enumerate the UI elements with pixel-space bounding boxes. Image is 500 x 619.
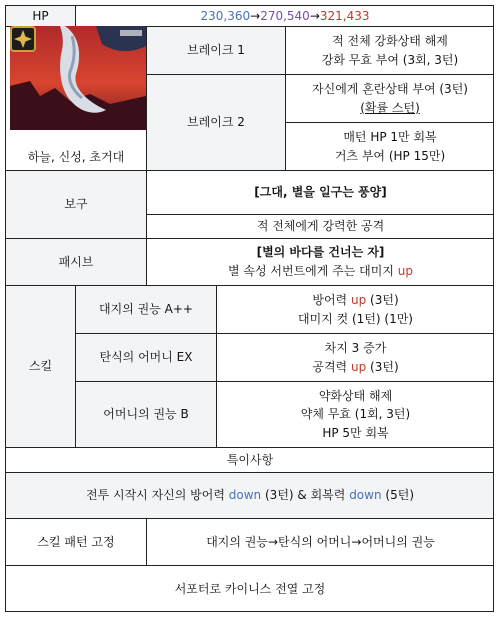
hp-value-2: 270,540 bbox=[260, 8, 310, 23]
special-header: 특이사항 bbox=[226, 452, 274, 467]
skill2-effect-1: 차지 3 증가 bbox=[324, 340, 387, 355]
skill2-effect-2-text: 공격력 bbox=[312, 359, 348, 374]
break1-label: 브레이크 1 bbox=[187, 43, 245, 58]
break2-label: 브레이크 2 bbox=[187, 115, 245, 130]
passive-name: [별의 바다를 건너는 자] bbox=[256, 245, 385, 260]
special-content-cell bbox=[5, 472, 494, 518]
skill2-effect-2-up: up bbox=[350, 359, 367, 374]
skill3-effect-2: 약체 무효 (1회, 3턴) bbox=[300, 407, 411, 422]
skill2-effect-2-duration: (3턴) bbox=[370, 359, 399, 374]
passive-label: 패시브 bbox=[58, 254, 94, 269]
break2-label-cell bbox=[146, 74, 285, 170]
skill1-effect-1 bbox=[312, 291, 398, 310]
hp-value-3: 321,433 bbox=[319, 8, 370, 23]
skill3-name-cell bbox=[75, 381, 216, 447]
break2-effect-2: (확률 스턴) bbox=[360, 100, 420, 115]
passive-effect-text: 별 속성 서번트에게 주는 대미지 bbox=[227, 264, 394, 278]
break2-effects-cell-b bbox=[285, 122, 494, 170]
np-label: 보구 bbox=[64, 197, 88, 212]
special-down-1: down bbox=[228, 488, 262, 503]
hp-arrow-1: → bbox=[250, 8, 261, 23]
skill2-name-cell bbox=[75, 333, 216, 381]
pattern-label-cell bbox=[5, 518, 146, 565]
special-text-e: (5턴) bbox=[385, 488, 414, 503]
hp-values-cell bbox=[75, 5, 494, 26]
skill1-effect-1-duration: (3턴) bbox=[370, 292, 399, 307]
np-effect-cell bbox=[146, 214, 494, 238]
break2-effect-1: 자신에게 혼란상태 부여 (3턴) bbox=[312, 81, 468, 96]
table-border-right bbox=[493, 5, 494, 612]
np-effect: 적 전체에게 강력한 공격 bbox=[256, 219, 385, 234]
skill3-effect-1: 약화상태 해제 bbox=[318, 388, 393, 403]
skills-label: 스킬 bbox=[28, 359, 53, 374]
special-header-cell bbox=[5, 447, 494, 472]
skill1-name-cell bbox=[75, 285, 216, 333]
skill1-effect-2: 대미지 컷 (1턴) (1만) bbox=[298, 311, 413, 326]
passive-effect bbox=[228, 262, 413, 281]
support-text: 서포터로 카이니스 전열 고정 bbox=[174, 581, 326, 596]
skill2-name: 탄식의 어머니 EX bbox=[99, 350, 193, 365]
skill1-effect-1-up: up bbox=[350, 292, 367, 307]
skill1-effects-cell bbox=[216, 285, 494, 333]
hp-label: HP bbox=[32, 8, 49, 23]
skill1-name: 대지의 권능 A++ bbox=[99, 302, 193, 317]
skill3-effect-3: HP 5만 회복 bbox=[322, 425, 389, 440]
passive-cell bbox=[146, 238, 494, 285]
skill1-effect-1-text: 방어력 bbox=[312, 292, 348, 307]
break2-effect-4: 거츠 부여 (HP 15만) bbox=[334, 148, 446, 163]
support-cell bbox=[5, 565, 494, 612]
special-down-2: down bbox=[349, 488, 382, 503]
hp-label-cell bbox=[5, 5, 75, 26]
hp-value-1: 230,360 bbox=[200, 8, 251, 23]
passive-label-cell bbox=[5, 238, 146, 285]
break1-effect-2: 강화 무효 부여 (3회, 3턴) bbox=[321, 52, 459, 67]
pattern-label: 스킬 패턴 고정 bbox=[37, 534, 115, 549]
skills-label-cell bbox=[5, 285, 75, 447]
skill3-name: 어머니의 권능 B bbox=[103, 407, 189, 422]
skill3-effects-cell bbox=[216, 381, 494, 447]
special-text-a: 전투 시작시 자신의 방어력 bbox=[85, 488, 225, 503]
skill2-effect-2 bbox=[312, 358, 398, 377]
special-text-c: (3턴) & 회복력 bbox=[265, 488, 346, 503]
break2-effect-3: 매턴 HP 1만 회복 bbox=[343, 129, 437, 144]
hp-arrow-2: → bbox=[309, 8, 320, 23]
break1-effect-1: 적 전체 강화상태 해제 bbox=[332, 33, 448, 48]
skill2-effects-cell bbox=[216, 333, 494, 381]
break1-effects-cell bbox=[285, 26, 494, 74]
np-name-cell bbox=[146, 170, 494, 214]
pattern-value-cell bbox=[146, 518, 494, 565]
break1-label-cell bbox=[146, 26, 285, 74]
special-content bbox=[86, 486, 414, 505]
pattern-value: 대지의 권능→탄식의 어머니→어머니의 권능 bbox=[206, 534, 435, 549]
table-border-bottom bbox=[5, 611, 494, 612]
portrait-caption-cell bbox=[5, 144, 146, 170]
np-label-cell bbox=[5, 170, 146, 238]
break2-effects-cell-a bbox=[285, 74, 494, 122]
passive-effect-up: up bbox=[397, 264, 414, 278]
np-name: [그대, 별을 일구는 풍양] bbox=[254, 185, 387, 200]
portrait-caption: 하늘, 신성, 초거대 bbox=[27, 149, 125, 164]
gold-star-badge-icon bbox=[10, 26, 36, 52]
